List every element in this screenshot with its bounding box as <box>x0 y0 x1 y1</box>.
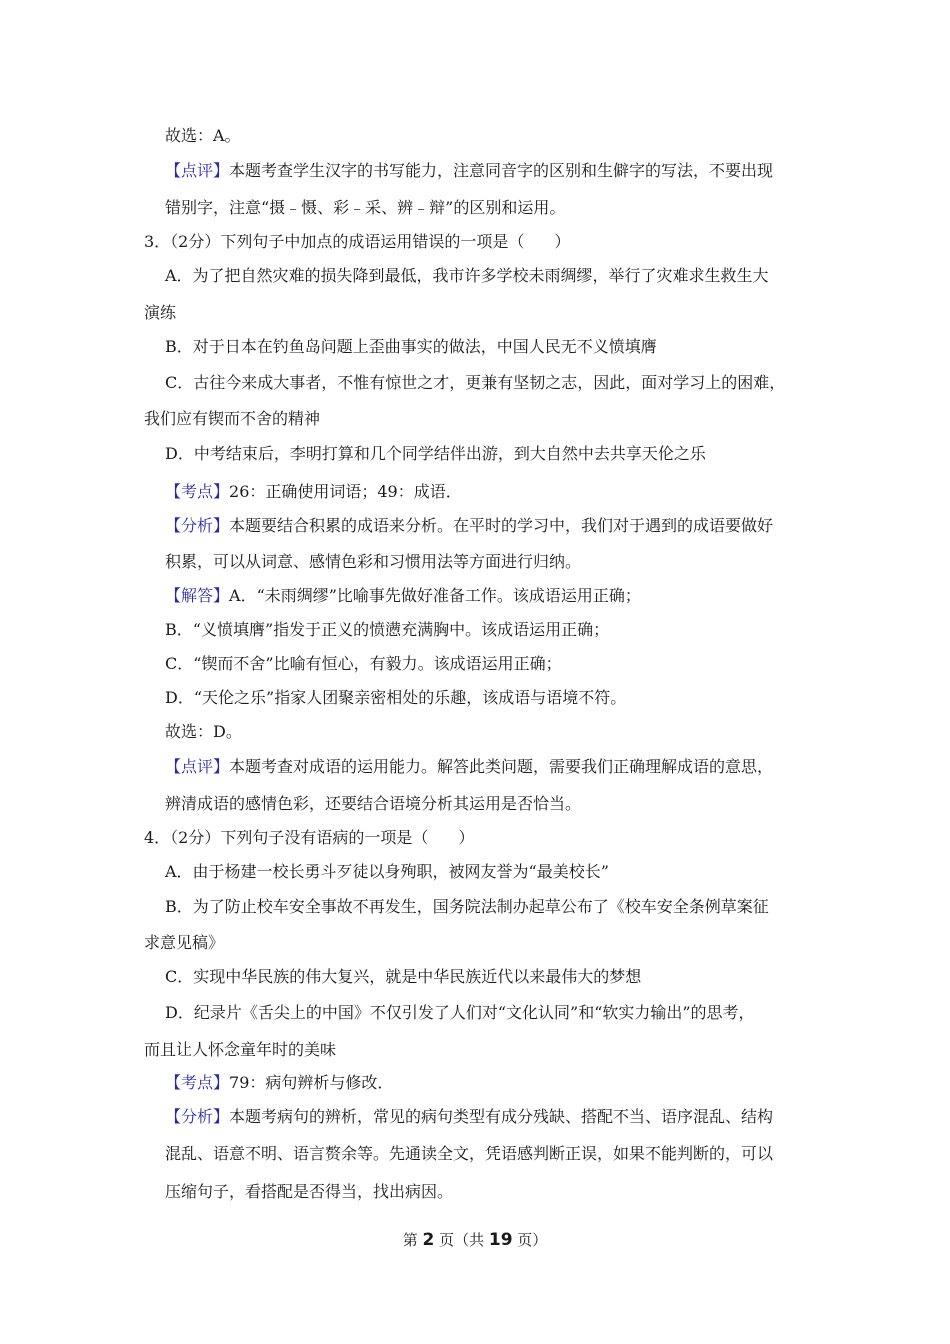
q3-dianping <box>165 756 773 778</box>
q4-option-b: B．为了防止校车安全事故不再发生，国务院法制办起草公布了《校车安全条例草案征 <box>165 897 769 916</box>
fenxi-tag: 【分析】 <box>165 516 230 535</box>
q4-option-d: D．纪录片《舌尖上的中国》不仅引发了人们对“文化认同”和“软实力输出”的思考， <box>165 1003 755 1022</box>
comment-text: 本题考查学生汉字的书写能力，注意同音字的区别和生僻字的写法，不要出现 <box>229 161 774 180</box>
q4-kaodian <box>165 1072 393 1094</box>
fenxi-text: 本题要结合积累的成语来分析。在平时的学习中，我们对于遇到的成语要做好 <box>229 516 774 535</box>
footer-mid: 页（共 <box>434 1231 489 1249</box>
q4-stem-end: ） <box>458 828 475 847</box>
q3-fenxi <box>165 515 773 537</box>
prev-comment <box>165 160 773 182</box>
fenxi-tag: 【分析】 <box>165 1107 230 1126</box>
comment-tag: 【点评】 <box>165 161 230 180</box>
q3-option-b: B．对于日本在钓鱼岛问题上歪曲事实的做法，中国人民无不义愤填膺 <box>165 337 657 356</box>
q4-fenxi <box>165 1106 773 1128</box>
q4-option-b-cont: 求意见稿》 <box>144 933 225 952</box>
kaodian-text: 26：正确使用词语；49：成语． <box>229 482 462 501</box>
total-pages: 19 <box>488 1230 513 1250</box>
q4-fenxi-cont: 混乱、语意不明、语言赘余等。先通读全文，凭语感判断正误，如果不能判断的，可以 <box>165 1144 774 1163</box>
q4-option-a: A．由于杨建一校长勇斗歹徒以身殉职，被网友誉为“最美校长” <box>165 862 609 881</box>
footer-post: 页） <box>512 1231 548 1249</box>
q3-jieda <box>165 585 641 607</box>
jieda-tag: 【解答】 <box>165 586 230 605</box>
q3-jieda-b: B．“义愤填膺”指发于正义的愤懑充满胸中。该成语运用正确； <box>165 620 610 639</box>
q3-jieda-d: D．“天伦之乐”指家人团聚亲密相处的乐趣，该成语与语境不符。 <box>165 688 627 707</box>
jieda-a: A．“未雨绸缪”比喻事先做好准备工作。该成语运用正确； <box>229 586 641 605</box>
q3-option-c: C．古往今来成大事者，不惟有惊世之才，更兼有坚韧之志，因此，面对学习上的困难， <box>165 373 786 392</box>
q3-stem-end: ） <box>554 232 571 251</box>
q4-fenxi-cont-2: 压缩句子，看搭配是否得当，找出病因。 <box>165 1182 454 1201</box>
prev-answer: 故选：A。 <box>165 126 241 145</box>
q3-option-d: D．中考结束后，李明打算和几个同学结伴出游，到大自然中去共享天伦之乐 <box>165 444 706 463</box>
kaodian-tag: 【考点】 <box>165 482 230 501</box>
q4-stem-text: 4．（2分）下列句子没有语病的一项是（ <box>144 828 429 847</box>
q3-jieda-c: C．“锲而不舍”比喻有恒心，有毅力。该成语运用正确； <box>165 654 562 673</box>
q3-kaodian <box>165 481 462 503</box>
fenxi-text: 本题考病句的辨析，常见的病句类型有成分残缺、搭配不当、语序混乱、结构 <box>229 1107 774 1126</box>
prev-comment-cont: 错别字，注意“摄﹣慑、彩﹣采、辨﹣辩”的区别和运用。 <box>165 198 566 217</box>
q3-stem-text: 3．（2分）下列句子中加点的成语运用错误的一项是（ <box>144 232 525 251</box>
kaodian-tag: 【考点】 <box>165 1073 230 1092</box>
dianping-text: 本题考查对成语的运用能力。解答此类问题，需要我们正确理解成语的意思， <box>229 757 774 776</box>
q3-dianping-cont: 辨清成语的感情色彩，还要结合语境分析其运用是否恰当。 <box>165 794 582 813</box>
dianping-tag: 【点评】 <box>165 757 230 776</box>
footer-pre: 第 <box>402 1231 423 1249</box>
page-footer <box>0 1229 950 1251</box>
q3-option-a-cont: 演练 <box>144 303 177 322</box>
q4-option-d-cont: 而且让人怀念童年时的美味 <box>144 1040 337 1059</box>
kaodian-text: 79：病句辨析与修改． <box>229 1073 394 1092</box>
q3-stem <box>144 231 570 253</box>
q4-stem <box>144 827 474 849</box>
q4-option-c: C．实现中华民族的伟大复兴，就是中华民族近代以来最伟大的梦想 <box>165 967 642 986</box>
q3-fenxi-cont: 积累，可以从词意、感情色彩和习惯用法等方面进行归纳。 <box>165 552 582 571</box>
page-number: 2 <box>422 1230 435 1250</box>
q3-option-c-cont: 我们应有锲而不舍的精神 <box>144 409 321 428</box>
q3-answer: 故选：D。 <box>165 722 242 741</box>
q3-option-a: A．为了把自然灾难的损失降到最低，我市许多学校未雨绸缪，举行了灾难求生救生大 <box>165 266 769 285</box>
